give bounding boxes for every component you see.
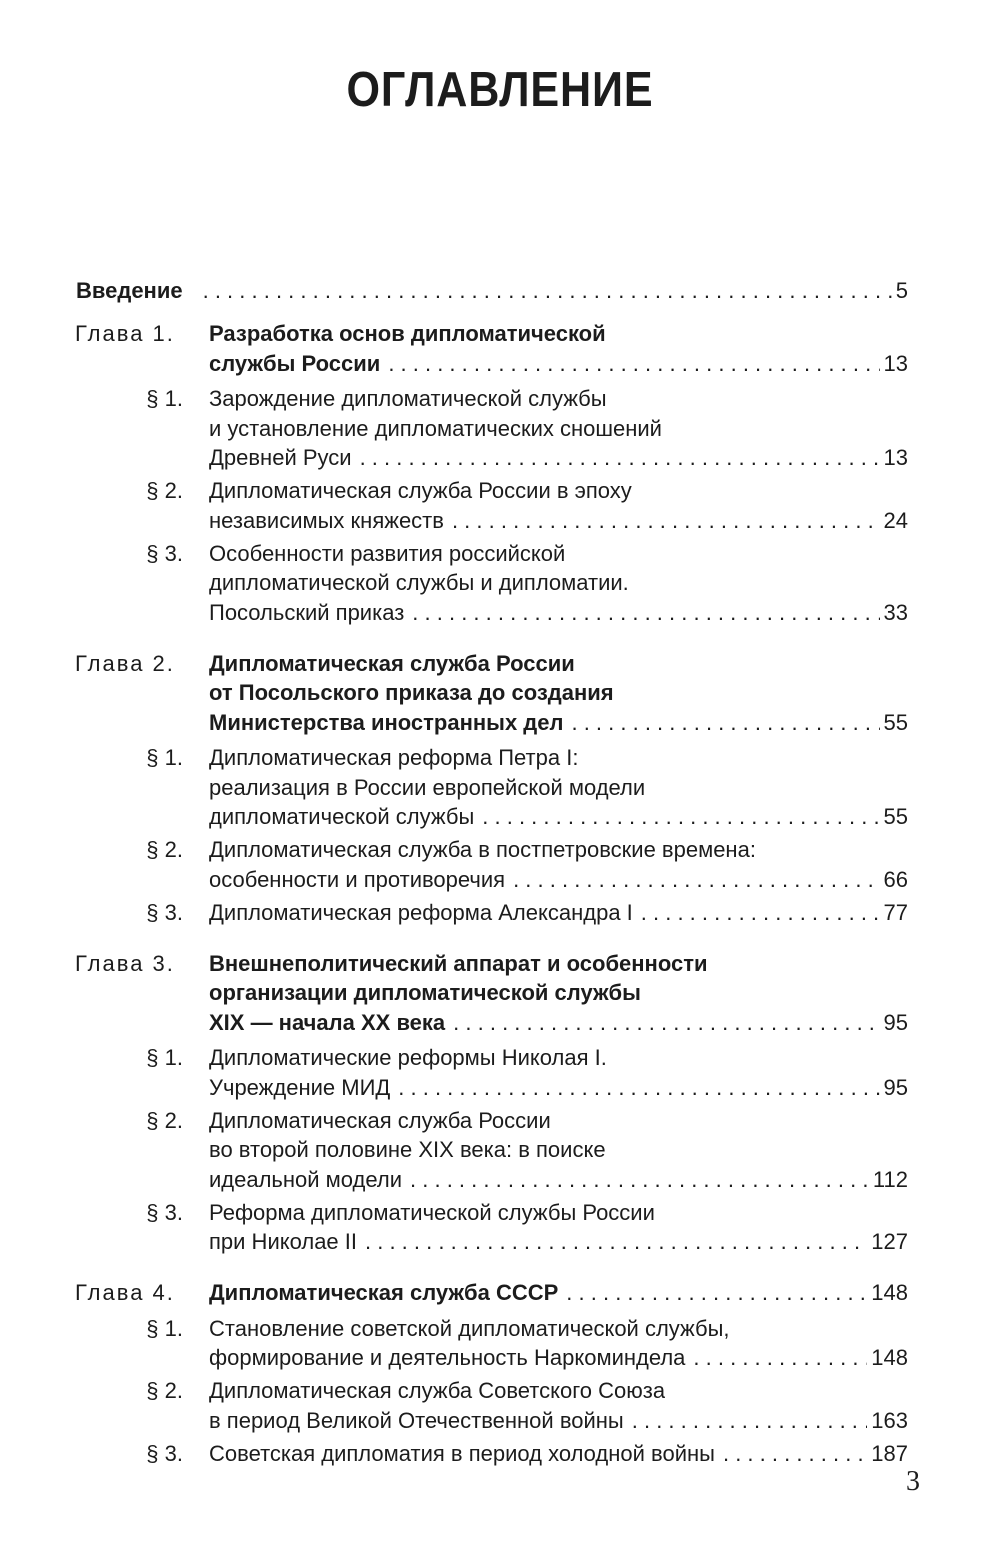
- dot-leader: [513, 866, 879, 894]
- chapter-title-text: XIX — начала XX века: [209, 1009, 446, 1035]
- section-title-text: Древней Руси: [209, 445, 352, 470]
- page-number: 3: [906, 1466, 920, 1497]
- section-title-page: 148: [871, 1345, 908, 1370]
- section-title-line: [209, 444, 908, 472]
- section-title-page: 66: [883, 866, 908, 892]
- dot-leader: [641, 899, 880, 927]
- section-title-text: Учреждение МИД: [209, 1074, 391, 1100]
- section-title-line: Реформа дипломатической службы России: [209, 1199, 655, 1225]
- section-number: § 3.: [146, 1199, 183, 1225]
- section-title-line: [209, 899, 908, 927]
- chapter-label: Глава 1.: [75, 321, 175, 346]
- section-title-text: Посольский приказ: [209, 599, 405, 625]
- section-title-text: идеальной модели: [209, 1166, 403, 1192]
- section-title-text: особенности и противоречия: [209, 866, 506, 892]
- chapter-title-line: Внешнеполитический аппарат и особенности: [209, 950, 708, 976]
- section-title-line: дипломатической службы и дипломатии.: [209, 570, 629, 595]
- section-title-line: и установление дипломатических сношений: [209, 415, 662, 441]
- section-number: § 1.: [146, 1045, 183, 1070]
- section-title-text: Дипломатическая реформа Александра I: [209, 899, 633, 925]
- section-title-line: Дипломатическая служба в постпетровские времена:: [209, 837, 756, 862]
- dot-leader: [452, 507, 880, 535]
- dot-leader: [398, 1074, 879, 1102]
- section-title-line: [209, 803, 908, 831]
- page-title: ОГЛАВЛЕНИЕ: [346, 63, 654, 117]
- chapter-title-page: 148: [871, 1280, 908, 1305]
- section-title-page: 55: [883, 804, 908, 829]
- section-title-line: Дипломатическая служба России в эпоху: [209, 478, 632, 503]
- chapter-title-page: 13: [883, 350, 908, 376]
- section-title-line: [209, 1074, 908, 1102]
- section-number: § 2.: [146, 837, 183, 862]
- dot-leader: [482, 803, 879, 831]
- dot-leader: [723, 1440, 867, 1468]
- chapter-title-text: службы России: [209, 350, 381, 376]
- section-title-page: 95: [883, 1074, 908, 1100]
- chapter-title-page: 55: [883, 709, 908, 735]
- chapter-title-text: Министерства иностранных дел: [209, 709, 564, 735]
- section-title-line: Особенности развития российской: [209, 540, 566, 566]
- section-title-line: Дипломатическая реформа Петра I:: [209, 745, 579, 770]
- chapter-title-line: [209, 1009, 908, 1037]
- section-title-page: 24: [883, 507, 908, 533]
- chapter-label: Глава 3.: [75, 950, 175, 976]
- dot-leader: [410, 1166, 869, 1194]
- chapter-label: Глава 2.: [75, 650, 175, 676]
- section-title-page: 187: [871, 1440, 908, 1466]
- section-title-line: во второй половине XIX века: в поиске: [209, 1137, 606, 1162]
- section-title-line: [209, 1407, 908, 1435]
- section-title-text: формирование и деятельность Наркоминдела: [209, 1345, 686, 1370]
- section-number: § 1.: [146, 1315, 183, 1341]
- section-title-text: при Николае II: [209, 1229, 357, 1254]
- dot-leader: [360, 444, 880, 472]
- section-title-line: [209, 866, 908, 894]
- dot-leader: [571, 709, 879, 737]
- section-title-line: Зарождение дипломатической службы: [209, 386, 607, 411]
- chapter-title-line: Разработка основ дипломатической: [209, 321, 606, 346]
- dot-leader: [412, 599, 879, 627]
- toc-intro-page: 5: [895, 278, 908, 303]
- chapter-label: Глава 4.: [75, 1280, 175, 1305]
- section-number: § 2.: [146, 478, 183, 503]
- section-title-line: [209, 1440, 908, 1468]
- section-title-page: 112: [872, 1166, 908, 1192]
- section-number: § 2.: [146, 1107, 183, 1133]
- chapter-title-line: от Посольского приказа до создания: [209, 680, 614, 705]
- chapter-title-line: [209, 350, 908, 378]
- section-number: § 3.: [146, 1440, 183, 1466]
- section-title-line: [209, 1344, 908, 1372]
- section-title-line: реализация в России европейской модели: [209, 774, 646, 800]
- dot-leader: [453, 1009, 879, 1037]
- section-title-page: 77: [883, 899, 908, 925]
- section-title-line: Дипломатическая служба Советского Союза: [209, 1378, 666, 1403]
- section-title-text: в период Великой Отечественной войны: [209, 1407, 624, 1433]
- section-title-line: Становление советской дипломатической службы,: [209, 1315, 730, 1341]
- chapter-title-line: Дипломатическая служба России: [209, 650, 575, 676]
- chapter-title-line: [209, 709, 908, 737]
- section-number: § 3.: [146, 540, 183, 566]
- section-title-line: [209, 1228, 908, 1256]
- section-number: § 1.: [146, 386, 183, 411]
- section-title-text: Советская дипломатия в период холодной войны: [209, 1440, 715, 1466]
- section-title-line: Дипломатические реформы Николая I.: [209, 1045, 607, 1070]
- chapter-title-text: Дипломатическая служба СССР: [209, 1280, 559, 1305]
- chapter-title-line: организации дипломатической службы: [209, 980, 641, 1005]
- chapter-title-page: 95: [883, 1009, 908, 1035]
- section-title-page: 163: [871, 1407, 908, 1433]
- section-title-text: дипломатической службы: [209, 804, 475, 829]
- section-title-text: независимых княжеств: [209, 507, 444, 533]
- section-title-page: 13: [883, 445, 908, 470]
- dot-leader: [365, 1228, 867, 1256]
- section-title-page: 33: [883, 599, 908, 625]
- toc-intro-text: Введение: [76, 278, 183, 303]
- toc-intro: [76, 277, 908, 305]
- dot-leader: [566, 1279, 867, 1307]
- section-number: § 1.: [146, 745, 183, 770]
- section-title-line: Дипломатическая служба России: [209, 1107, 551, 1133]
- chapter-title-line: [209, 1279, 908, 1307]
- section-title-line: [209, 599, 908, 627]
- section-title-page: 127: [871, 1229, 908, 1254]
- section-title-line: [209, 507, 908, 535]
- section-title-line: [209, 1166, 908, 1194]
- dot-leader: [693, 1344, 867, 1372]
- dot-leader: [203, 277, 892, 305]
- dot-leader: [388, 350, 879, 378]
- section-number: § 2.: [146, 1378, 183, 1403]
- section-number: § 3.: [146, 899, 183, 925]
- dot-leader: [632, 1407, 868, 1435]
